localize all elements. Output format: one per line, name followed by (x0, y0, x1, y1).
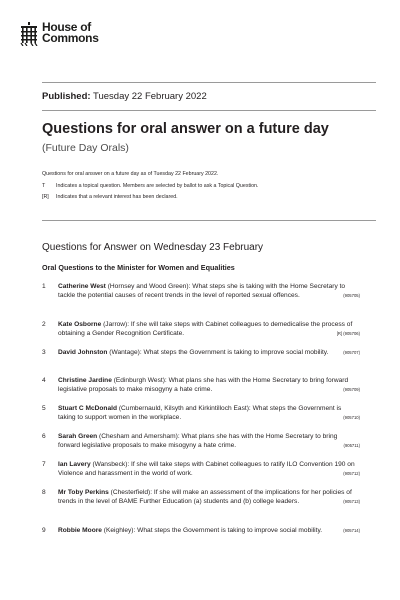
question-item (42, 488, 360, 507)
question-member: Sarah Green (58, 433, 98, 440)
question-text: What steps the Government is taking to improve social mobility. (135, 527, 323, 534)
divider-top (42, 82, 376, 83)
question-item (42, 348, 360, 357)
question-ref: (905712) (343, 471, 360, 477)
question-number: 3 (42, 349, 46, 356)
question-ref: (905710) (343, 415, 360, 421)
logo-line-1: House of (42, 20, 91, 34)
question-number: 5 (42, 405, 46, 412)
question-member: Kate Osborne (58, 321, 102, 328)
divider-published (42, 110, 376, 111)
question-member: Mr Toby Perkins (58, 489, 109, 496)
key-text: Indicates a topical question. Members are selected by ballot to ask a Topical Question. (56, 183, 259, 189)
section-title: Questions for Answer on Wednesday 23 February (42, 242, 264, 253)
question-member: David Johnston (58, 349, 108, 356)
question-item (42, 404, 360, 423)
question-ref: (905705) (343, 293, 360, 299)
subsection-title: Oral Questions to the Minister for Women and Equalities (42, 263, 235, 272)
question-item (42, 282, 360, 301)
key-text: Indicates that a relevant interest has been declared. (56, 194, 178, 200)
question-member: Catherine West (58, 283, 106, 290)
question-item (42, 376, 360, 395)
question-item (42, 526, 360, 535)
question-member: Ian Lavery (58, 461, 91, 468)
question-item (42, 432, 360, 451)
question-text: What steps the Government is taking to support women in the workplace. (58, 405, 342, 422)
question-text: If she will make an assessment of the implications for her policies of trends in the level of BAME Further Education (a) students and (b) college leaders. (58, 489, 352, 506)
intro-text: Questions for oral answer on a future day as of Tuesday 22 February 2022. (42, 171, 219, 177)
question-ref: (905714) (343, 528, 360, 533)
page-subtitle: (Future Day Orals) (42, 142, 129, 154)
key-item-interest (42, 194, 178, 200)
question-item (42, 320, 360, 339)
question-text: What plans she has with the Home Secretary to bring forward legislative proposals to make misogyny a hate crime. (58, 377, 349, 394)
question-number: 2 (42, 321, 46, 328)
question-ref: (905707) (343, 350, 360, 355)
key-symbol: [R] (42, 194, 49, 200)
question-number: 8 (42, 489, 46, 496)
question-constituency: (Wansbeck): (90, 461, 130, 468)
question-ref: [R] (905706) (336, 331, 360, 337)
question-number: 4 (42, 377, 46, 384)
question-text: What plans she has with the Home Secretary to bring forward legislative proposals to make misogyny a hate crime. (58, 433, 338, 450)
logo-wordmark (42, 22, 99, 44)
question-item (42, 460, 360, 479)
question-number: 9 (42, 527, 46, 534)
question-number: 6 (42, 433, 46, 440)
question-number: 7 (42, 461, 46, 468)
question-text: What steps the Government is taking to improve social mobility. (141, 349, 329, 356)
question-ref: (905711) (343, 443, 360, 449)
question-constituency: (Hornsey and Wood Green): (105, 283, 191, 290)
question-text: What steps she is taking with the Home Secretary to tackle the potential causes of recent trends in the level of reported sexual offences. (58, 283, 346, 300)
question-member: Christine Jardine (58, 377, 112, 384)
page-title: Questions for oral answer on a future day (42, 121, 329, 137)
key-item-topical (42, 183, 258, 189)
logo-line-2: Commons (42, 31, 99, 45)
question-constituency: (Keighley): (101, 527, 136, 534)
question-constituency: (Chesterfield): (108, 489, 153, 496)
question-constituency: (Wantage): (107, 349, 142, 356)
question-constituency: (Chesham and Amersham): (97, 433, 180, 440)
published-line (42, 91, 207, 102)
question-text: If she will take steps with Cabinet colleagues to ratify ILO Convention 190 on Violence and harassment in the world of work. (58, 461, 355, 478)
question-constituency: (Jarrow): (101, 321, 130, 328)
question-member: Stuart C McDonald (58, 405, 117, 412)
question-ref: (905713) (343, 499, 360, 505)
published-label: Published: (42, 91, 91, 102)
divider-key (42, 220, 376, 221)
question-ref: (905709) (343, 387, 360, 393)
question-constituency: (Edinburgh West): (111, 377, 167, 384)
published-date: Tuesday 22 February 2022 (93, 91, 207, 102)
question-text: If she will take steps with Cabinet colleagues to demedicalise the process of obtaining a Gender Recognition Certificate. (58, 321, 353, 338)
question-constituency: (Cumbernauld, Kilsyth and Kirkintilloch East): (116, 405, 251, 412)
key-symbol: T (42, 183, 46, 189)
question-member: Robbie Moore (58, 527, 102, 534)
question-number: 1 (42, 283, 46, 290)
portcullis-icon (20, 22, 38, 46)
house-of-commons-logo (20, 22, 99, 48)
